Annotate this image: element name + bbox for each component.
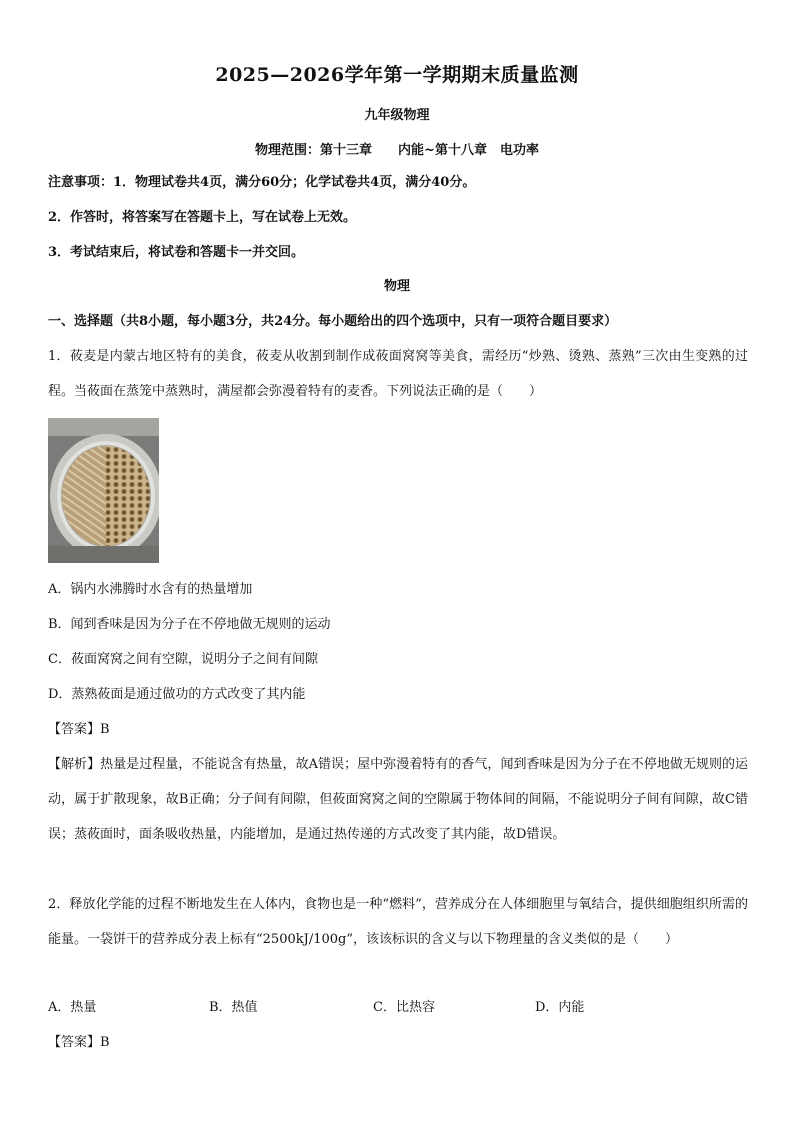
question-2-answer: 【答案】B (48, 1035, 110, 1050)
note-3: 3．考试结束后，将试卷和答题卡一并交回。 (48, 245, 305, 260)
exam-scope: 物理范围：第十三章 内能~第十八章 电功率 (255, 143, 539, 158)
section-label: 物理 (383, 279, 410, 294)
question-1-option-c: C．莜面窝窝之间有空隙，说明分子之间有间隙 (48, 652, 318, 667)
question-1-option-b: B．闻到香味是因为分子在不停地做无规则的运动 (48, 617, 331, 632)
steamed-oat-noodles-photo (48, 418, 159, 563)
question-2-option-a: A．热量 (48, 1000, 97, 1015)
note-1: 注意事项：1．物理试卷共4页，满分60分；化学试卷共4页，满分40分。 (48, 175, 476, 190)
question-1-stem: 1．莜麦是内蒙古地区特有的美食，莜麦从收割到制作成莜面窝窝等美食，需经历“炒熟、烫熟、蒸熟”三次由生变熟的过程。当莜面在蒸笼中蒸熟时，满屋都会弥漫着特有的麦香。下列说法正确的是（ ） (48, 349, 748, 399)
page-title: 2025—2026学年第一学期期末质量监测 (215, 64, 579, 86)
section-heading: 一、选择题（共8小题，每小题3分，共24分。每小题给出的四个选项中，只有一项符合题目要求） (48, 314, 618, 329)
note-2: 2．作答时，将答案写在答题卡上，写在试卷上无效。 (48, 210, 357, 225)
question-2-option-d: D．内能 (535, 1000, 585, 1015)
question-1-option-d: D．蒸熟莜面是通过做功的方式改变了其内能 (48, 687, 306, 702)
question-1-analysis: 【解析】热量是过程量，不能说含有热量，故A错误；屋中弥漫着特有的香气，闻到香味是因为分子在不停地做无规则的运动，属于扩散现象，故B正确；分子间有间隙，但莜面窝窝之间的空隙属于物体间的间隔，不能说明分子间有间隙，故C错误；蒸莜面时，面条吸收热量，内能增加，是通过热传递的方式改变了其内能，故D错误。 (48, 757, 748, 842)
page-subtitle: 九年级物理 (364, 108, 430, 123)
question-1-answer: 【答案】B (48, 722, 110, 737)
question-2-stem: 2．释放化学能的过程不断地发生在人体内，食物也是一种“燃料”，营养成分在人体细胞里与氧结合，提供细胞组织所需的能量。一袋饼干的营养成分表上标有“2500kJ/100g”，该该标识的含义与以下物理量的含义类似的是（ ） (48, 897, 748, 947)
question-1-option-a: A．锅内水沸腾时水含有的热量增加 (48, 582, 253, 597)
question-2-option-c: C．比热容 (373, 1000, 435, 1015)
question-2-option-b: B．热值 (209, 1000, 258, 1015)
